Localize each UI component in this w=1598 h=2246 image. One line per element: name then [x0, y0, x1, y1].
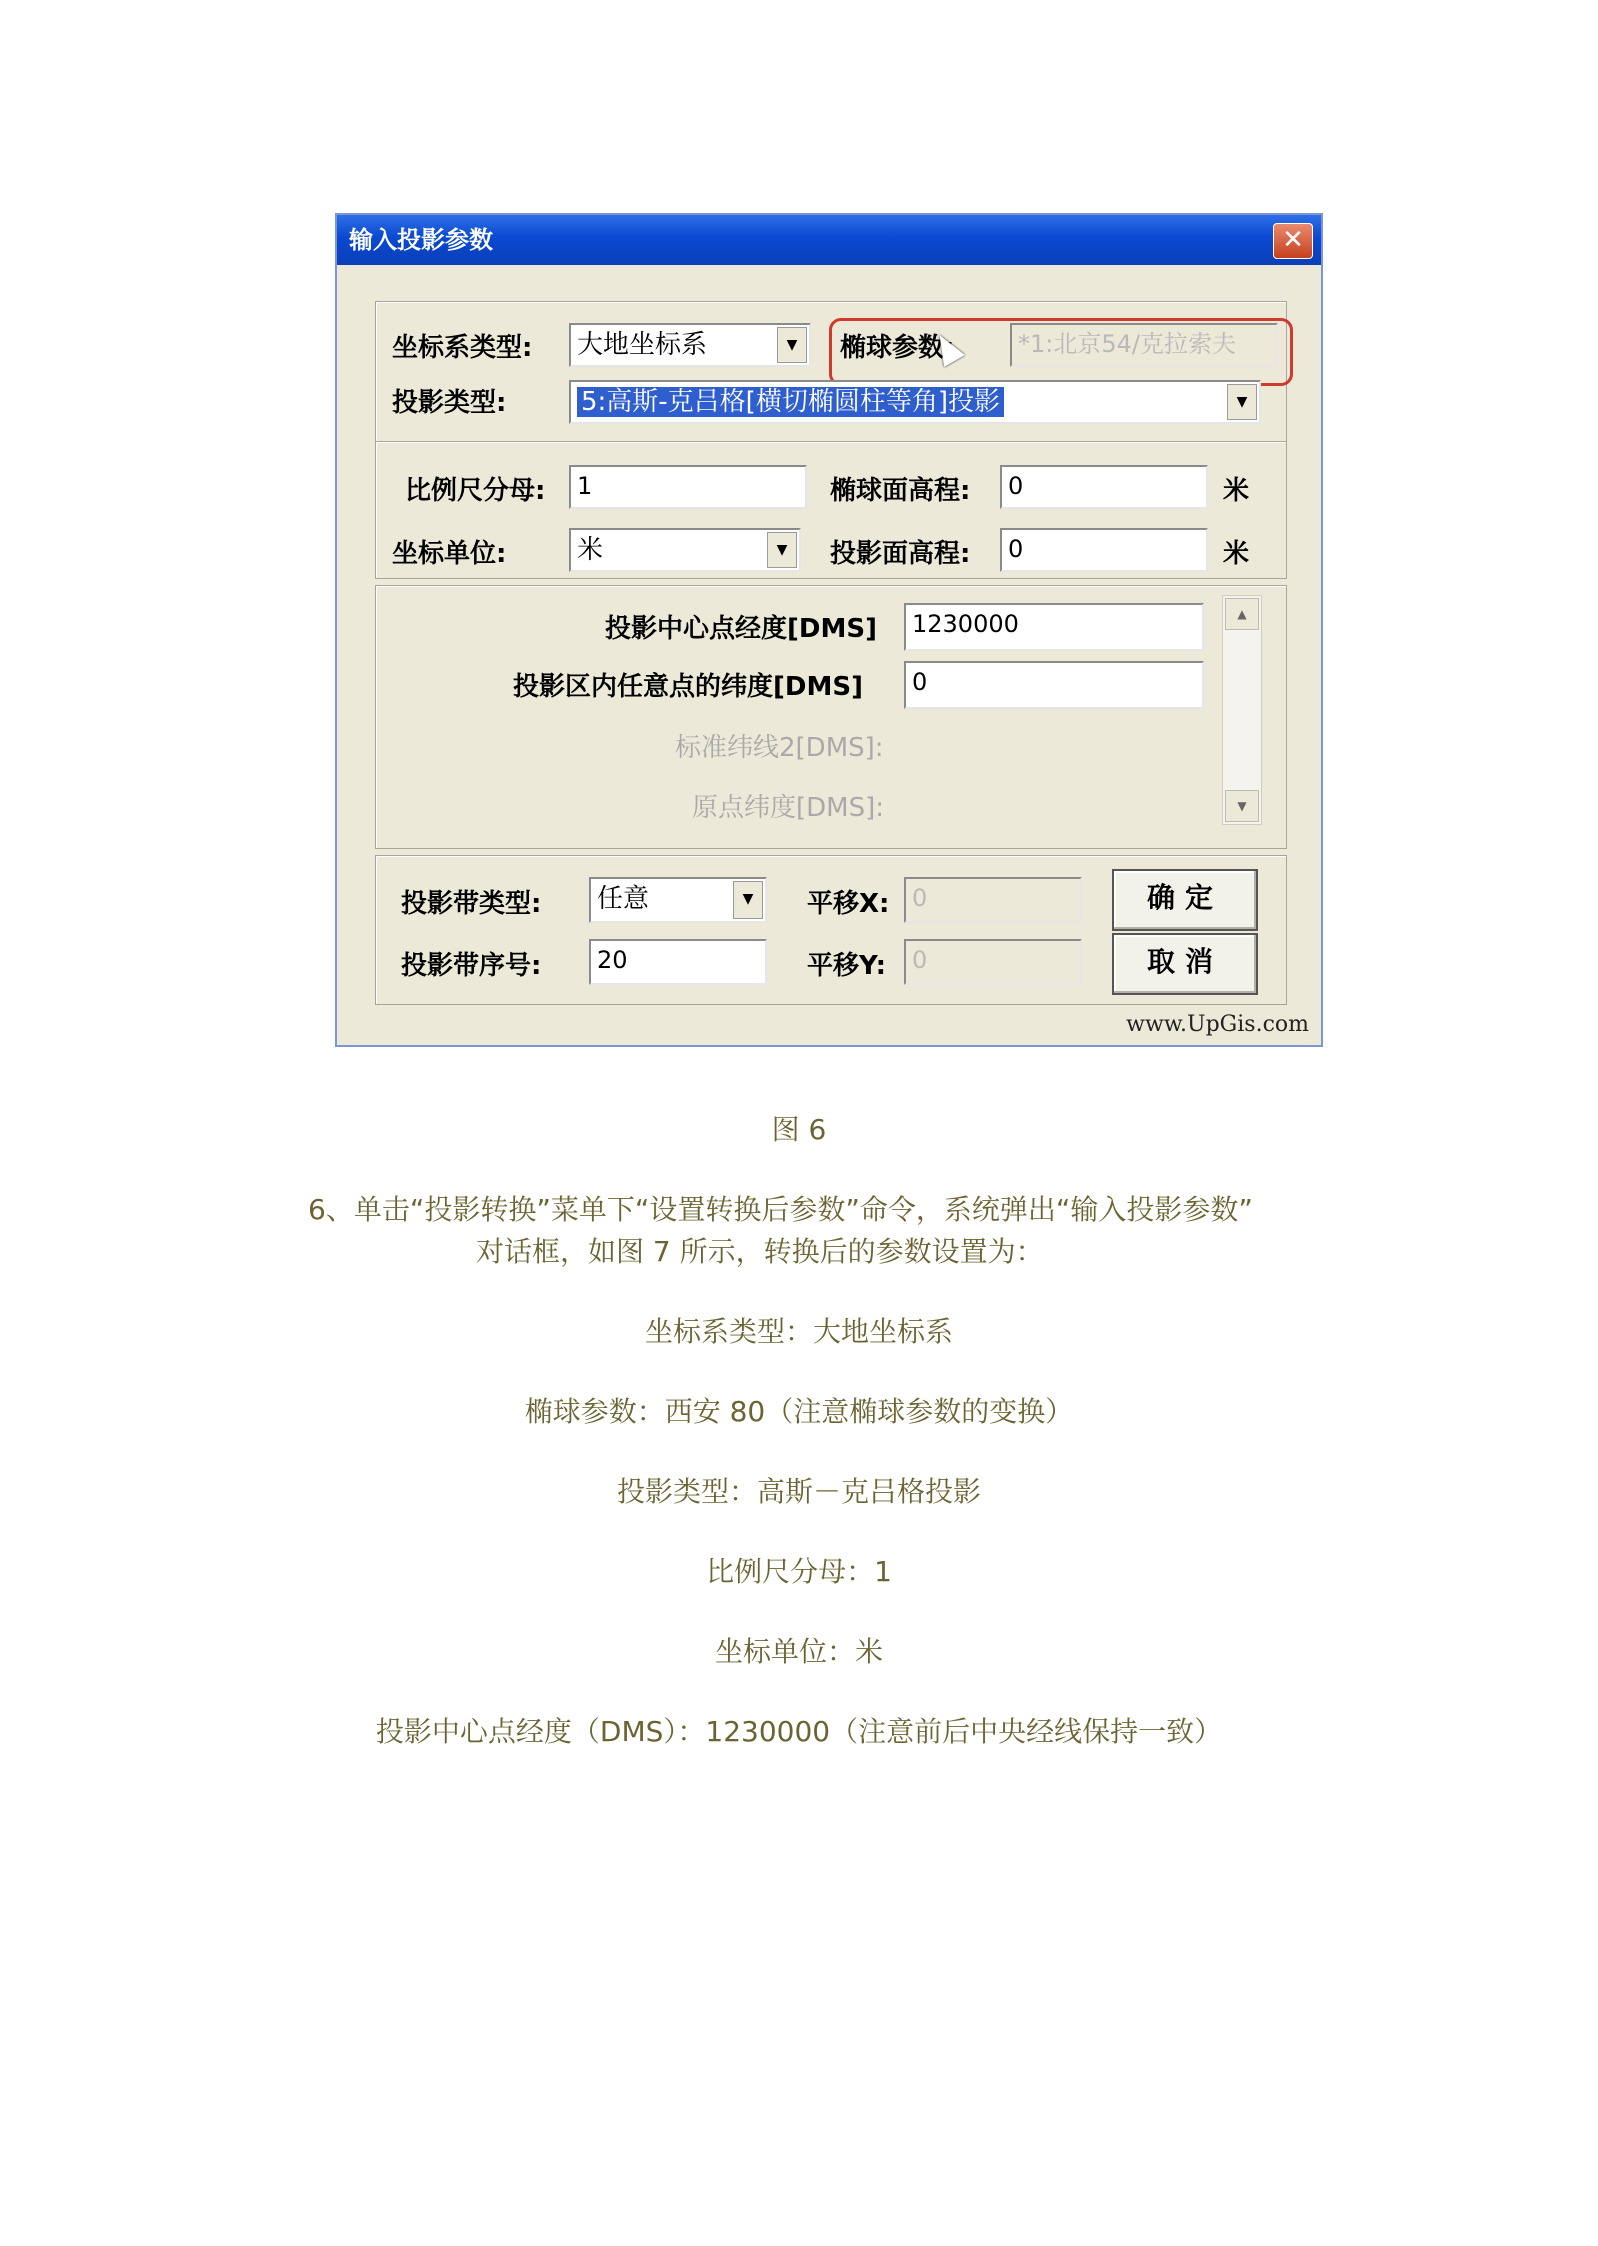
setting-center-lon: 投影中心点经度（DMS）：1230000（注意前后中央经线保持一致）	[375, 1715, 1223, 1748]
setting-coord-type: 坐标系类型：大地坐标系	[644, 1315, 953, 1348]
scale-field[interactable]: 1	[569, 465, 807, 509]
center-lon-field[interactable]: 1230000	[904, 603, 1204, 651]
ok-button[interactable]: 确定	[1112, 869, 1258, 931]
watermark: www.UpGis.com	[1126, 1012, 1309, 1037]
zone-type-value: 任意	[597, 884, 650, 914]
coord-type-label: 坐标系类型:	[392, 333, 533, 363]
coord-type-value: 大地坐标系	[577, 330, 708, 360]
shift-x-field[interactable]: 0	[904, 877, 1082, 923]
std-lat2-label: 标准纬线2[DMS]:	[675, 733, 884, 763]
proj-height-field[interactable]: 0	[1000, 528, 1208, 572]
proj-type-select[interactable]	[569, 380, 1261, 424]
shift-x-label: 平移X:	[807, 889, 890, 919]
ellip-height-label: 椭球面高程:	[830, 476, 971, 506]
dialog-screenshot	[335, 213, 1323, 1047]
center-lon-label: 投影中心点经度[DMS]	[605, 614, 877, 644]
proj-height-label: 投影面高程:	[830, 539, 971, 569]
any-lat-field[interactable]: 0	[904, 661, 1204, 709]
chevron-down-icon[interactable]: ▼	[767, 532, 797, 568]
scroll-up-icon[interactable]: ▲	[1225, 598, 1259, 630]
ellip-height-field[interactable]: 0	[1000, 465, 1208, 509]
ellip-height-unit: 米	[1223, 476, 1250, 506]
scroll-down-icon[interactable]: ▼	[1225, 790, 1259, 822]
proj-height-unit: 米	[1223, 539, 1250, 569]
unit-value: 米	[577, 535, 604, 565]
close-icon[interactable]: ✕	[1273, 223, 1313, 259]
step-text-line2: 对话框，如图 7 所示，转换后的参数设置为：	[476, 1235, 1044, 1268]
proj-type-value: 5:高斯-克吕格[横切椭圆柱等角]投影	[577, 387, 1004, 417]
unit-select[interactable]	[569, 528, 801, 572]
unit-label: 坐标单位:	[392, 539, 507, 569]
chevron-down-icon[interactable]: ▼	[1227, 384, 1257, 420]
highlight-box	[829, 318, 1293, 386]
dialog-title: 输入投影参数	[337, 215, 1321, 265]
zone-type-label: 投影带类型:	[401, 889, 542, 919]
shift-y-label: 平移Y:	[807, 951, 886, 981]
zone-no-field[interactable]: 20	[589, 939, 767, 985]
any-lat-label: 投影区内任意点的纬度[DMS]	[513, 672, 863, 702]
params-scrollbar[interactable]	[1222, 595, 1262, 825]
proj-type-label: 投影类型:	[392, 388, 507, 418]
zone-type-select[interactable]	[589, 877, 767, 923]
chevron-down-icon[interactable]: ▼	[777, 327, 807, 363]
chevron-down-icon[interactable]: ▼	[733, 881, 763, 919]
ellipsoid-field[interactable]: *1:北京54/克拉索夫	[1010, 323, 1278, 367]
scale-label: 比例尺分母:	[405, 476, 546, 506]
setting-scale: 比例尺分母：1	[706, 1555, 892, 1588]
coord-type-select[interactable]	[569, 323, 811, 367]
figure-caption: 图 6	[771, 1113, 827, 1146]
cancel-button[interactable]: 取消	[1112, 933, 1258, 995]
zone-no-label: 投影带序号:	[401, 951, 542, 981]
origin-lat-label: 原点纬度[DMS]:	[692, 793, 885, 823]
setting-proj-type: 投影类型：高斯－克吕格投影	[616, 1475, 981, 1508]
step-text-line1: 6、单击“投影转换”菜单下“设置转换后参数”命令，系统弹出“输入投影参数”	[308, 1193, 1253, 1226]
setting-unit: 坐标单位：米	[714, 1635, 883, 1668]
shift-y-field[interactable]: 0	[904, 939, 1082, 985]
ellipsoid-label: 椭球参数:	[840, 333, 955, 363]
setting-ellipsoid: 椭球参数：西安 80（注意椭球参数的变换）	[524, 1395, 1074, 1428]
